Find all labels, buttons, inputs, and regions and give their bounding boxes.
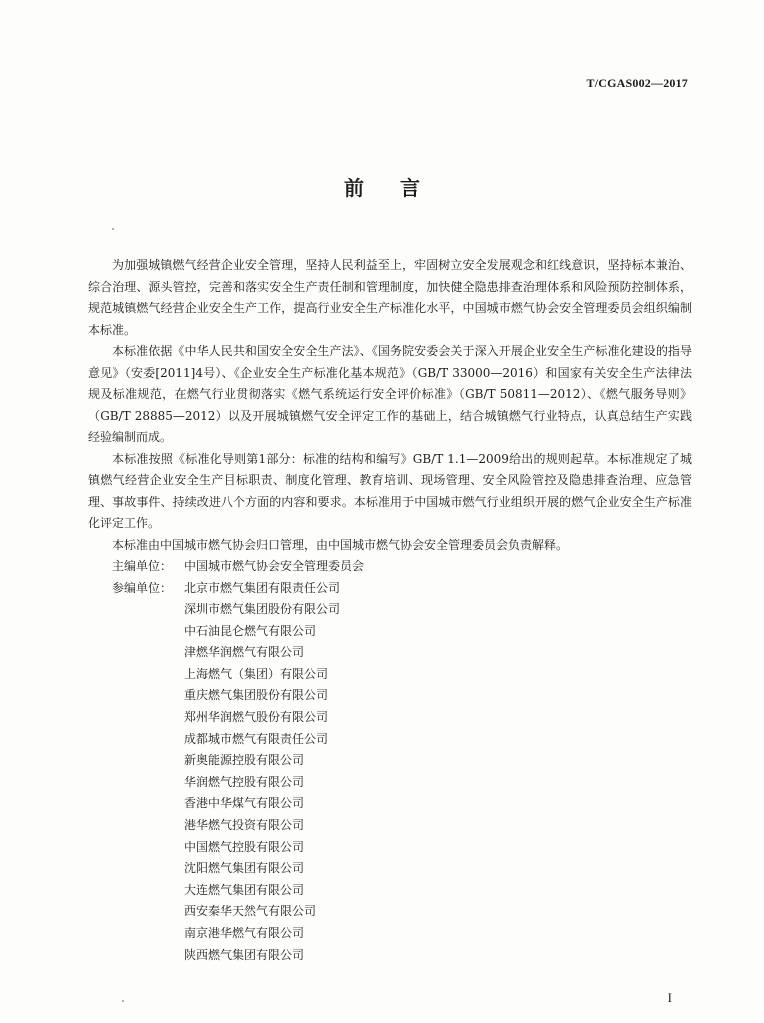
list-item: 大连燃气集团有限公司: [184, 882, 305, 897]
paragraph-purpose: 为加强城镇燃气经营企业安全管理，坚持人民利益至上，牢固树立安全发展观念和红线意识，坚持标本兼治、综合治理、源头管控，完善和落实安全生产责任制和管理制度，加快健全隐患排查治理体系和风险预防控制体系，规范城镇燃气经营企业安全生产工作，提高行业安全生产标准化水平，中国城市燃气协会安全管理委员会组织编制本标准。: [88, 258, 692, 337]
list-item: 南京港华燃气有限公司: [184, 925, 305, 940]
list-item: 重庆燃气集团股份有限公司: [184, 688, 329, 703]
list-item: 深圳市燃气集团股份有限公司: [184, 602, 341, 616]
list-item: 中国燃气控股有限公司: [184, 839, 305, 854]
foreword-body: [88, 255, 692, 966]
page-number: I: [667, 990, 672, 1005]
list-item: 中石油昆仑燃气有限公司: [184, 623, 317, 638]
participating-unit-first: 北京市燃气集团有限责任公司: [184, 580, 341, 595]
list-item: 华润燃气控股有限公司: [184, 774, 305, 789]
list-item: 成都城市燃气有限责任公司: [184, 731, 329, 746]
participating-unit-line: [88, 578, 692, 600]
chief-unit-label: 主编单位：: [112, 559, 173, 573]
list-item: 香港中华煤气有限公司: [184, 796, 305, 811]
list-item: 郑州华润燃气股份有限公司: [184, 709, 329, 724]
chief-unit-line: [88, 556, 692, 578]
scan-speck: [122, 1000, 124, 1002]
scan-speck: [112, 228, 114, 230]
page-title: 前言: [344, 176, 456, 200]
list-item: 西安秦华天然气有限公司: [184, 904, 317, 919]
list-item: 陕西燃气集团有限公司: [184, 947, 305, 962]
paragraph-basis: 本标准依据《中华人民共和国安全安全生产法》、《国务院安委会关于深入开展企业安全生产标准化建设的指导意见》（安委[2011]4号）、《企业安全生产标准化基本规范》（GB/T 33000—2016）和国家有关安全生产法律法规及标准规范，在燃气行业贯彻落实《燃气系统运行安全评价标准》（GB/T 50811—2012）、《燃气服务导则》（GB/T 28885—2012）以及开展城镇燃气安全评定工作的基础上，结合城镇燃气行业特点，认真总结生产实践经验编制而成。: [88, 344, 692, 444]
participating-unit-list: [88, 599, 692, 966]
list-item: 上海燃气（集团）有限公司: [184, 666, 329, 681]
list-item: 沈阳燃气集团有限公司: [184, 861, 305, 876]
list-item: 新奥能源控股有限公司: [184, 753, 305, 768]
standard-code: T/CGAS002—2017: [586, 76, 688, 90]
paragraph-drafting: 本标准按照《标准化导则第1部分：标准的结构和编写》GB/T 1.1—2009给出的规则起草。本标准规定了城镇燃气经营企业安全生产目标职责、制度化管理、教育培训、现场管理、安全风险管控及隐患排查治理、应急管理、事故事件、持续改进八个方面的内容和要求。本标准用于中国城市燃气行业组织开展的燃气企业安全生产标准化评定工作。: [88, 451, 692, 530]
list-item: 津燃华润燃气有限公司: [184, 645, 305, 660]
participating-unit-label: 参编单位：: [112, 580, 173, 595]
chief-unit-name: 中国城市燃气协会安全管理委员会: [184, 559, 365, 573]
list-item: 港华燃气投资有限公司: [184, 817, 305, 832]
paragraph-administration: 本标准由中国城市燃气协会归口管理，由中国城市燃气协会安全管理委员会负责解释。: [112, 537, 569, 552]
